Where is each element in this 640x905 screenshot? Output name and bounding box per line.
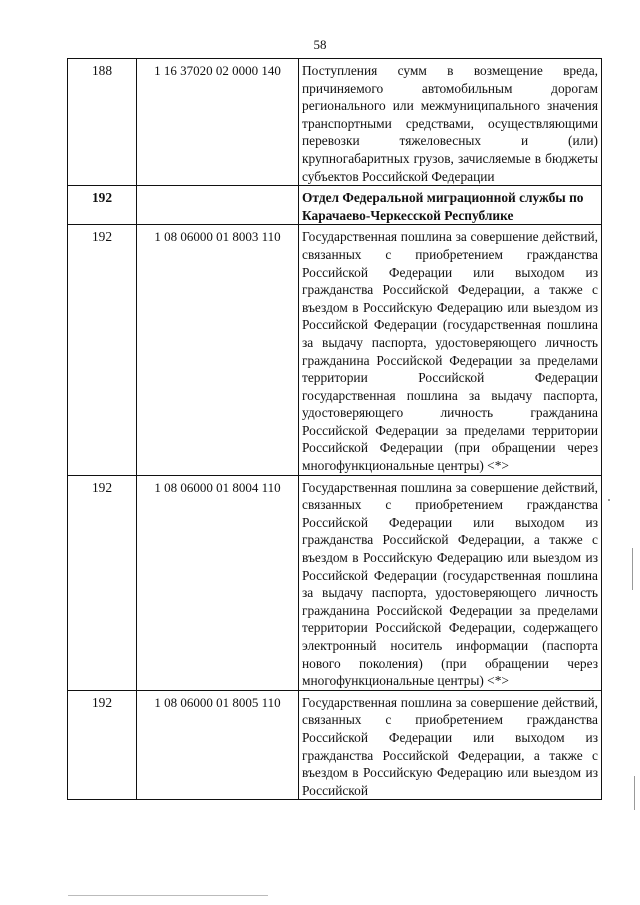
scan-artifact-mark [632, 548, 633, 590]
admin-code-cell: 188 [68, 59, 137, 186]
table-row [68, 475, 602, 690]
admin-code-cell: 192 [68, 186, 137, 225]
admin-code-cell: 192 [68, 225, 137, 475]
scan-artifact-mark [608, 499, 610, 501]
table-row-department-header [68, 186, 602, 225]
department-name-cell: Отдел Федеральной миграционной службы по Карачаево-Черкесской Республике [299, 186, 602, 225]
description-cell: Государственная пошлина за совершение действий, связанных с приобретением гражданства Российской Федерации или выходом из гражданства Российской Федерации, а также с въездом в Российскую Федерацию или выездом из Российской Федерации (государственная пошлина за выдачу паспорта, удостоверяющего личность гражданина Российской Федерации за пределами территории Российской Федерации, содержащего электронный носитель информации (паспорта нового поколения) (при обращении через многофункциональные центры) <*> [299, 475, 602, 690]
scan-artifact-line [68, 895, 268, 896]
revenue-codes-table [67, 58, 602, 800]
description-cell: Государственная пошлина за совершение действий, связанных с приобретением гражданства Российской Федерации или выходом из гражданства Российской Федерации, а также с въездом в Российскую Федерацию или выездом из Российской Федерации (государственная пошлина за выдачу паспорта, удостоверяющего личность гражданина Российской Федерации за пределами территории Российской Федерации государственная пошлина за выдачу паспорта, удостоверяющего личность гражданина Российской Федерации за пределами территории Российской Федерации (при обращении через многофункциональные центры) <*> [299, 225, 602, 475]
admin-code-cell: 192 [68, 690, 137, 800]
table-row [68, 690, 602, 800]
budget-code-cell [137, 186, 299, 225]
description-cell: Государственная пошлина за совершение действий, связанных с приобретением гражданства Российской Федерации или выходом из гражданства Российской Федерации, а также с въездом в Российскую Федерацию или выездом из Российской [299, 690, 602, 800]
description-cell: Поступления сумм в возмещение вреда, причиняемого автомобильным дорогам регионального или межмуниципального значения транспортными средствами, осуществляющими перевозки тяжеловесных и (или) крупногабаритных грузов, зачисляемые в бюджеты субъектов Российской Федерации [299, 59, 602, 186]
budget-code-cell: 1 16 37020 02 0000 140 [137, 59, 299, 186]
scan-artifact-mark [634, 776, 635, 810]
budget-code-cell: 1 08 06000 01 8005 110 [137, 690, 299, 800]
table-row [68, 59, 602, 186]
budget-code-cell: 1 08 06000 01 8003 110 [137, 225, 299, 475]
page-number: 58 [313, 37, 327, 52]
admin-code-cell: 192 [68, 475, 137, 690]
table-row [68, 225, 602, 475]
budget-code-cell: 1 08 06000 01 8004 110 [137, 475, 299, 690]
